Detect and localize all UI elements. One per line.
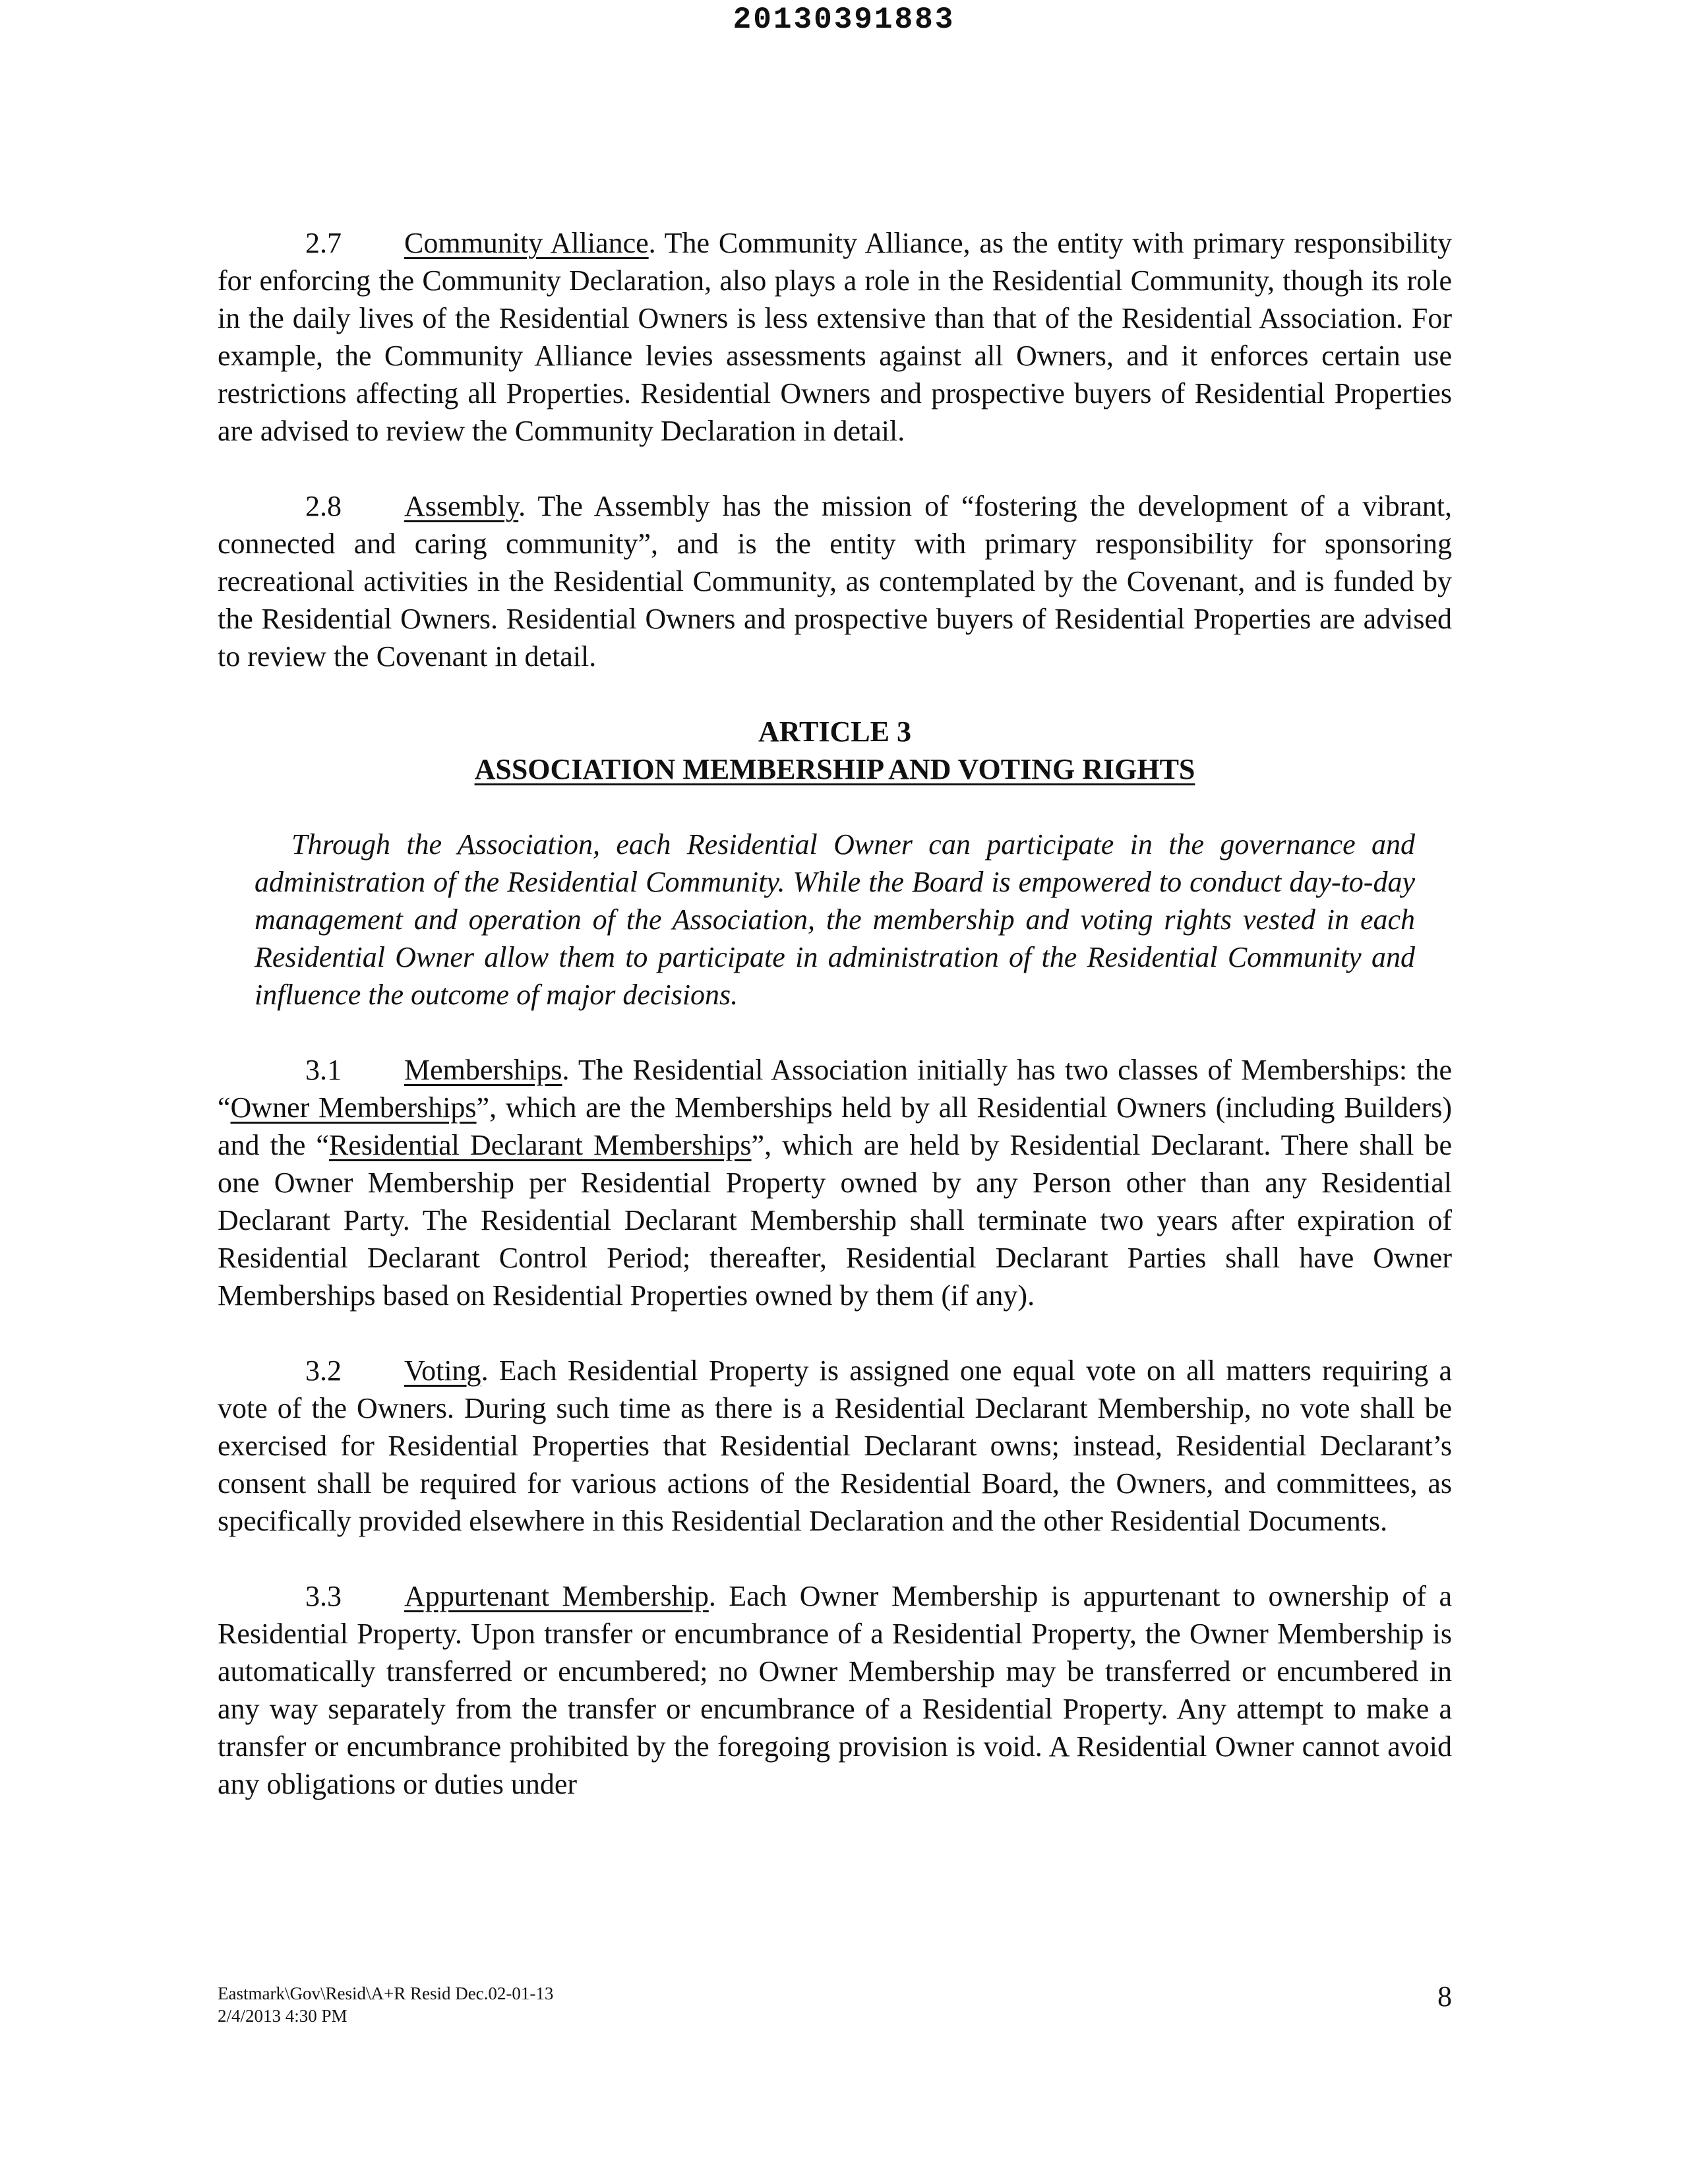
section-text: . Each Owner Membership is appurtenant to ownership of a Residential Property. Upon transfer or encumbrance of a Residential Property, the Owner Membership is automatically transferred or encumbered; no Owner Membership may be transferred or encumbered in any way separately from the transfer or encumbrance of a Residential Property. Any attempt to make a transfer or encumbrance prohibited by the foregoing provision is void. A Residential Owner cannot avoid any obligations or duties under (218, 1580, 1452, 1800)
section-text: . Each Residential Property is assigned one equal vote on all matters requiring a vote of the Owners. During such time as there is a Residential Declarant Membership, no vote shall be exercised for Residential Properties that Residential Declarant owns; instead, Residential Declarant’s consent shall be required for various actions of the Residential Board, the Owners, and committees, as specifically provided elsewhere in this Residential Declaration and the other Residential Documents. (218, 1354, 1452, 1537)
section-heading: Voting (404, 1354, 481, 1387)
page-number: 8 (1437, 1980, 1452, 2013)
article-title: ARTICLE 3 (758, 715, 911, 748)
section-heading: Assembly (404, 490, 519, 522)
section-heading: Appurtenant Membership (404, 1580, 709, 1612)
document-body (218, 224, 1452, 1840)
footer-timestamp: 2/4/2013 4:30 PM (218, 2006, 347, 2026)
section-number: 3.1 (305, 1054, 342, 1086)
section-heading: Community Alliance (404, 227, 649, 259)
section-text: ”, which are held by Residential Declarant. There shall be one Owner Membership per Residential Property owned by any Person other than any Residential Declarant Party. The Residential Declarant Membership shall terminate two years after expiration of Residential Declarant Control Period; thereafter, Residential Declarant Parties shall have Owner Memberships based on Residential Properties owned by them (if any). (218, 1129, 1452, 1312)
section-number: 3.2 (305, 1354, 342, 1387)
section-3-1 (218, 1051, 1452, 1314)
section-text: ”, which are the Memberships held by all Residential Owners (including Builders) and the “ (218, 1091, 1452, 1161)
section-text: . The Residential Association initially has two classes of Memberships: the “ (218, 1054, 1452, 1124)
section-3-2 (218, 1352, 1452, 1540)
section-text: . The Assembly has the mission of “fostering the development of a vibrant, connected and caring community”, and is the entity with primary responsibility for sponsoring recreational activities in the Residential Community, as contemplated by the Covenant, and is funded by the Residential Owners. Residential Owners and prospective buyers of Residential Properties are advised to review the Covenant in detail. (218, 490, 1452, 673)
section-number: 2.8 (305, 490, 342, 522)
footer-info (218, 1982, 553, 2027)
section-text: . The Community Alliance, as the entity with primary responsibility for enforcing the Community Declaration, also plays a role in the Residential Community, though its role in the daily lives of the Residential Owners is less extensive than that of the Residential Association. For example, the Community Alliance levies assessments against all Owners, and it enforces certain use restrictions affecting all Properties. Residential Owners and prospective buyers of Residential Properties are advised to review the Community Declaration in detail. (218, 227, 1452, 447)
section-3-3 (218, 1577, 1452, 1803)
defined-term: Residential Declarant Memberships (328, 1129, 752, 1161)
article-heading (218, 713, 1452, 788)
section-number: 3.3 (305, 1580, 342, 1612)
section-number: 2.7 (305, 227, 342, 259)
section-heading: Memberships (404, 1054, 562, 1086)
article-subtitle: ASSOCIATION MEMBERSHIP AND VOTING RIGHTS (474, 753, 1195, 785)
section-2-8 (218, 487, 1452, 675)
article-intro: Through the Association, each Residential Owner can participate in the governance and administration of the Residential Community. While the Board is empowered to conduct day-to-day management and operation of the Association, the membership and voting rights vested in each Residential Owner allow them to participate in administration of the Residential Community and influence the outcome of major decisions. (255, 828, 1415, 1011)
defined-term: Owner Memberships (230, 1091, 477, 1124)
footer-file-path: Eastmark\Gov\Resid\A+R Resid Dec.02-01-13 (218, 1984, 554, 2003)
section-2-7 (218, 224, 1452, 450)
document-number: 20130391883 (733, 3, 955, 37)
